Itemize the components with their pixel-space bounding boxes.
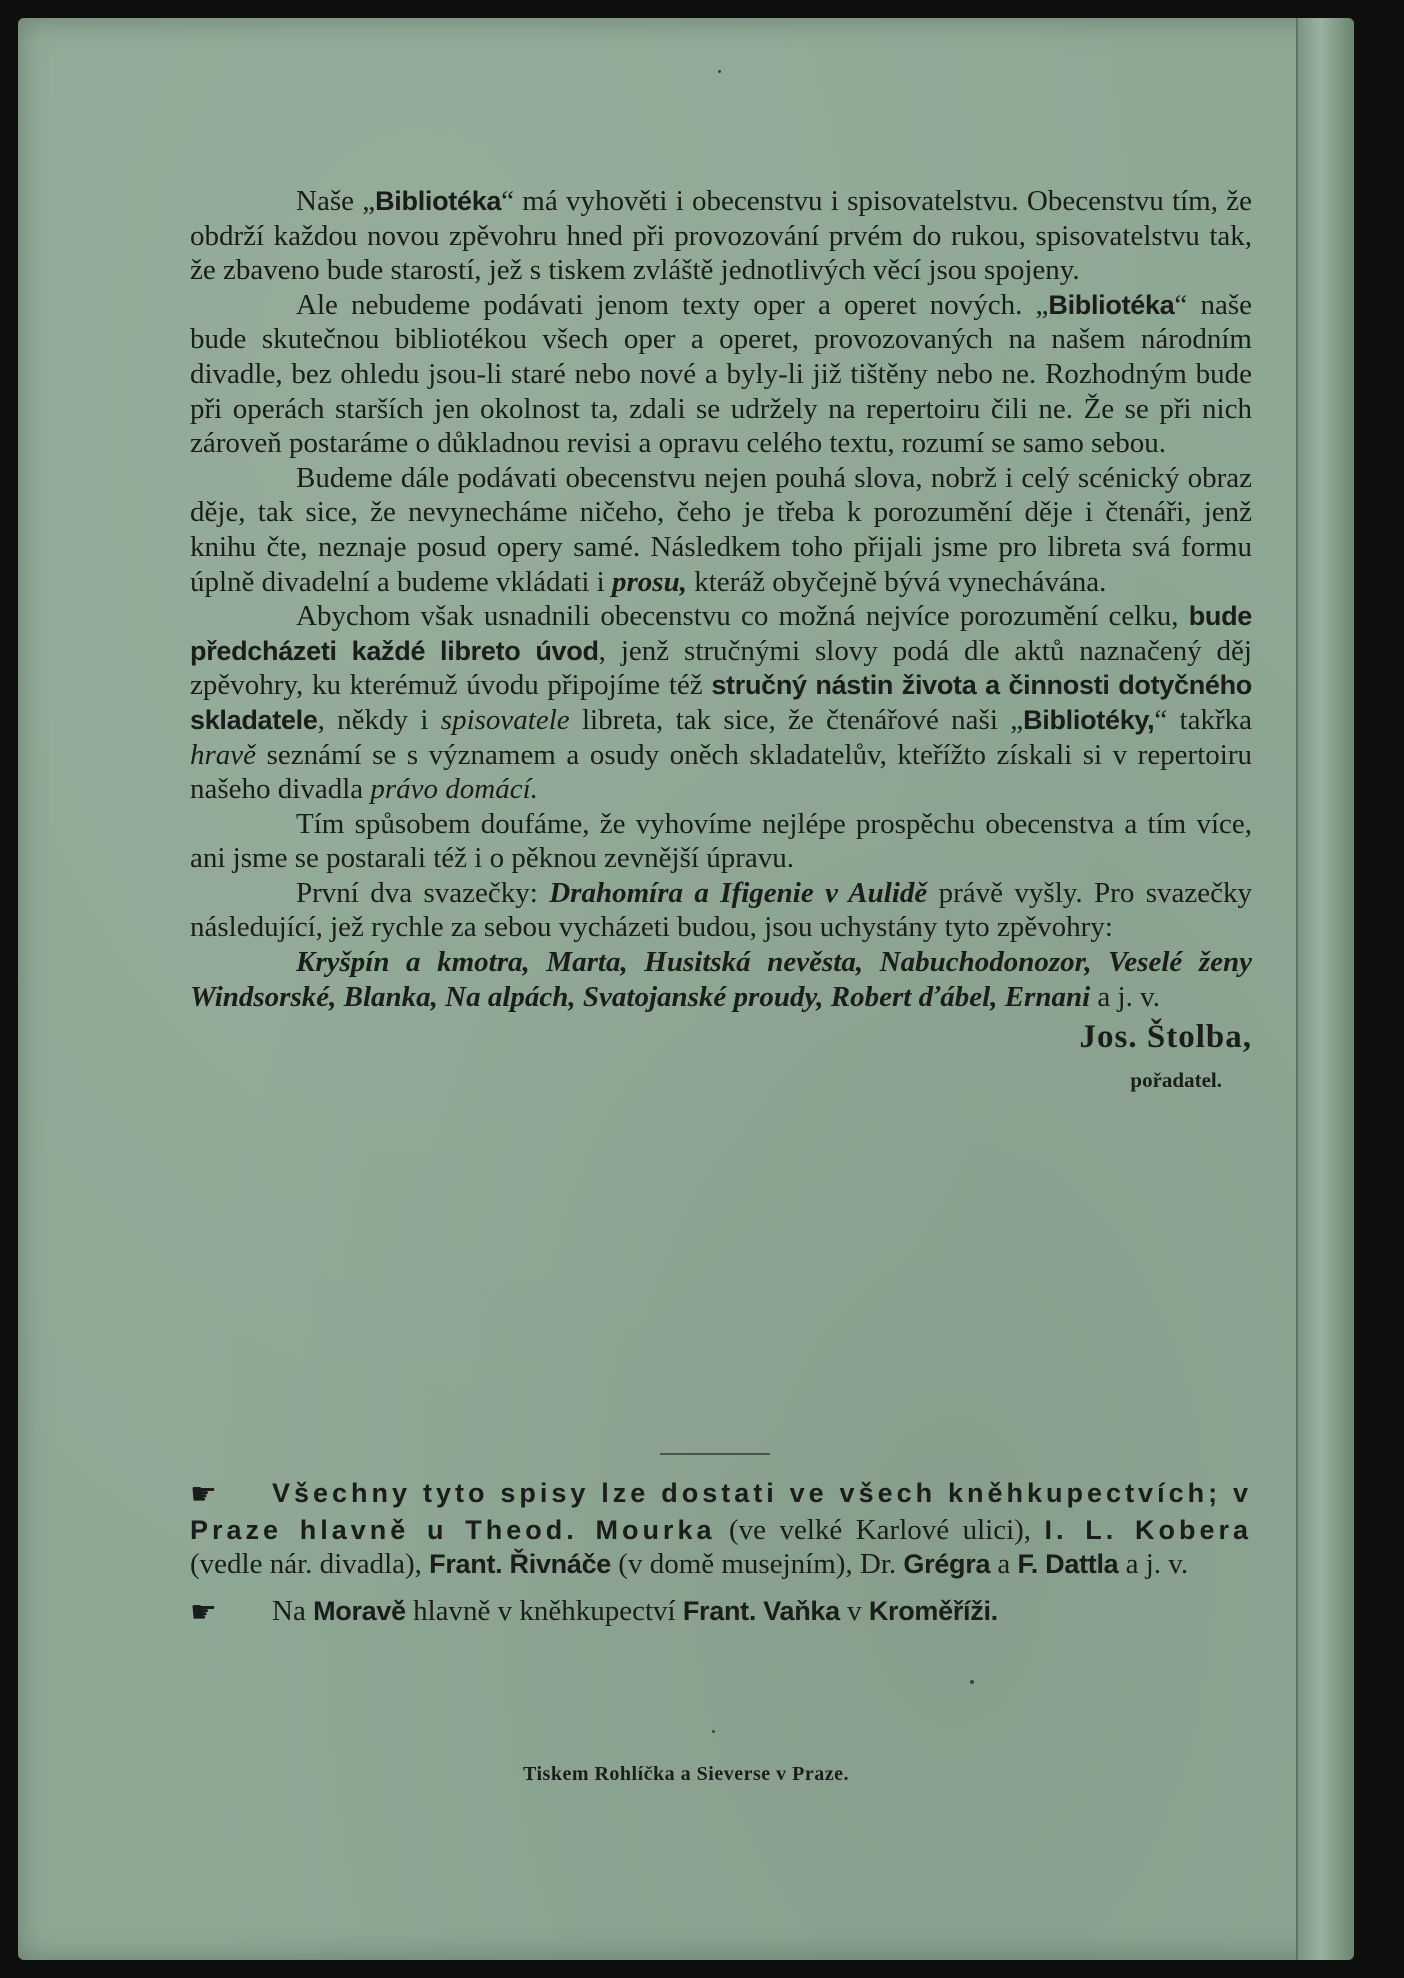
signature-name: Jos. Štolba, xyxy=(1079,1019,1252,1056)
pointing-hand-icon: ☛ xyxy=(190,1478,217,1511)
paragraph-1: Naše „Bibliotéka“ má vyhověti i obecenstvu i spisovatelstvu. Obecenstvu tím, že obdrží každou novou zpěvohru hned při provozování prvém do rukou, spisovatelstvu tak, že zbaveno bude starostí, jež s tiskem zvláště jednotlivých věcí jsou spojeny. xyxy=(190,185,1252,287)
speck xyxy=(970,1680,974,1684)
signature xyxy=(190,1020,1252,1097)
paragraph-3: Budeme dále podávati obecenstvu nejen pouhá slova, nobrž i celý scénický obraz děje, tak sice, že nevynecháme ničeho, čeho je třeba k porozumění děje i čtenáři, jenž knihu čte, neznaje posud opery samé. Následkem toho přijali jsme pro libreta svá formu úplně divadelní a budeme vkládati i prosu, kteráž obyčejně bývá vynechávána. xyxy=(190,461,1252,598)
paragraph-2: Ale nebudeme podávati jenom texty oper a operet nových. „Bibliotéka“ naše bude skutečnou bibliotékou všech oper a operet, provozovaných na našem národním divadle, bez ohledu jsou-li staré nebo nové a byly-li již tištěny nebo ne. Rozhodným bude při operách starších jen okolnost ta, zdali se udržely na repertoiru čili ne. Že se při nich zároveň postaráme o důkladnou revisi a opravu celého textu, rozumí se samo sebou. xyxy=(190,288,1252,460)
paragraph-5: Tím spůsobem doufáme, že vyhovíme nejlépe prospěchu obecenstva a tím více, ani jsme se postarali též i o pěknou zevnější úpravu. xyxy=(190,807,1252,875)
notice-1: ☛ Všechny tyto spisy lze dostati ve všech kněhkupectvích; v Praze hlavně u Theod. Mourka (ve velké Karlové ulici), I. L. Kobera (vedle nár. divadla), Frant. Řivnáče (v domě musejním), Dr. Grégra a F. Dattla a j. v. xyxy=(190,1478,1252,1581)
preface-text xyxy=(190,184,1252,1097)
printer-imprint: Tiskem Rohlíčka a Sieverse v Praze. xyxy=(523,1763,849,1785)
pointing-hand-icon: ☛ xyxy=(190,1595,217,1629)
bookseller-notice xyxy=(190,1476,1252,1630)
paragraph-4: Abychom však usnadnili obecenstvu co možná nejvíce porozumění celku, bude předcházeti každé libreto úvod, jenž stručnými slovy podá dle aktů naznačený děj zpěvohry, ku kterémuž úvodu připojíme též stručný nástin života a činnosti dotyčného skladatele, někdy i spisovatele libreta, tak sice, že čtenářové naši „Bibliotéky,“ takřka hravě seznámí se s významem a osudy oněch skladatelův, kteřížto získali si v repertoiru našeho divadla právo domácí. xyxy=(190,600,1252,806)
signature-role: pořadatel. xyxy=(1130,1067,1222,1092)
speck xyxy=(712,1730,715,1733)
notice-2: ☛ Na Moravě hlavně v kněhkupectví Frant. Vaňka v Kroměříži. xyxy=(190,1594,998,1629)
book-page xyxy=(18,18,1354,1960)
divider-rule xyxy=(660,1453,770,1455)
book-spine xyxy=(1296,18,1354,1960)
opera-list: Kryšpín a kmotra, Marta, Husitská nevěsta, Nabuchodonozor, Veselé ženy Windsorské, Blanka, Na alpách, Svatojanské proudy, Robert ďábel, Ernani a j. v. xyxy=(190,946,1252,1013)
paragraph-6: První dva svazečky: Drahomíra a Ifigenie v Aulidě právě vyšly. Pro svazečky následující, jež rychle za sebou vycházeti budou, jsou uchystány tyto zpěvohry: xyxy=(190,876,1252,944)
speck xyxy=(718,70,721,73)
